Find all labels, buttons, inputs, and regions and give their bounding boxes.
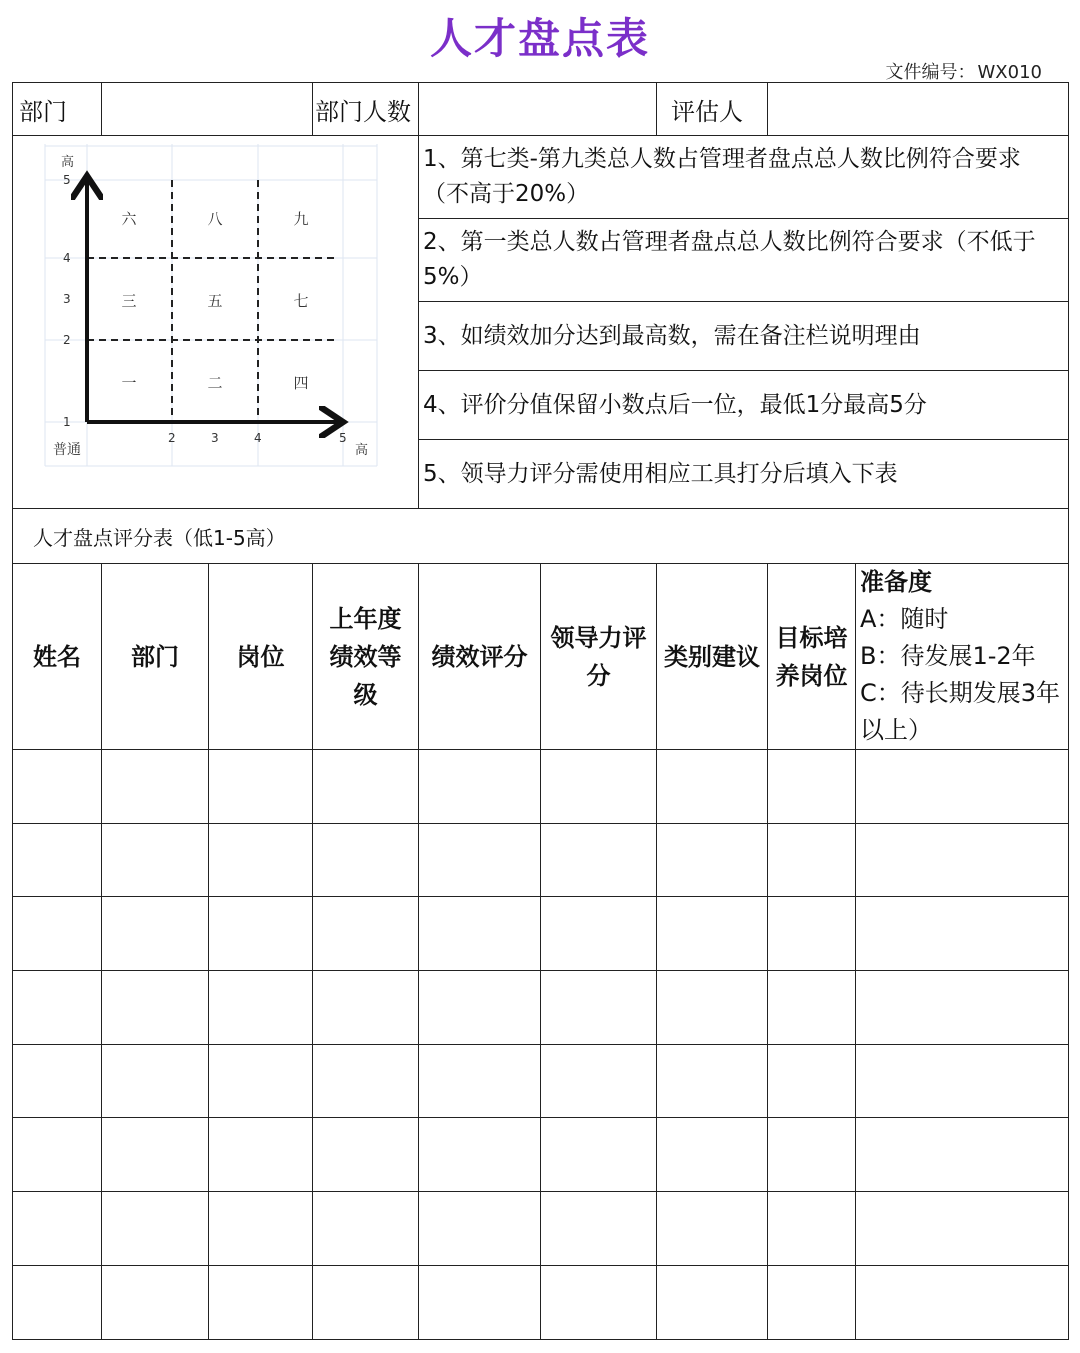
table-cell[interactable]	[856, 1192, 1069, 1266]
col-last-year-grade: 上年度绩效等级	[313, 564, 419, 750]
headcount-label: 部门人数	[313, 83, 419, 136]
table-cell[interactable]	[419, 1265, 541, 1339]
nine-box-cell-label: 一	[121, 374, 137, 392]
table-cell[interactable]	[13, 971, 102, 1045]
table-cell[interactable]	[419, 823, 541, 897]
table-cell[interactable]	[768, 971, 856, 1045]
y-tick-label: 5	[63, 173, 71, 187]
table-cell[interactable]	[657, 1044, 768, 1118]
table-cell[interactable]	[13, 823, 102, 897]
score-table-body	[13, 750, 1069, 1340]
table-row	[13, 971, 1069, 1045]
table-cell[interactable]	[102, 971, 209, 1045]
table-cell[interactable]	[209, 1265, 313, 1339]
table-cell[interactable]	[657, 1118, 768, 1192]
table-cell[interactable]	[102, 823, 209, 897]
nine-box-cell-label: 九	[293, 210, 309, 228]
col-leadership-score: 领导力评分	[541, 564, 657, 750]
table-row	[13, 750, 1069, 824]
col-performance-score: 绩效评分	[419, 564, 541, 750]
talent-review-form	[12, 82, 1069, 1340]
table-cell[interactable]	[856, 750, 1069, 824]
readiness-option-c: C：待长期发展3年以上）	[860, 679, 1061, 744]
nine-box-chart-cell	[13, 136, 419, 509]
x-tick-label: 2	[168, 431, 176, 445]
table-cell[interactable]	[209, 750, 313, 824]
table-cell[interactable]	[419, 1044, 541, 1118]
table-cell[interactable]	[419, 897, 541, 971]
table-cell[interactable]	[856, 823, 1069, 897]
table-cell[interactable]	[13, 1192, 102, 1266]
table-cell[interactable]	[209, 823, 313, 897]
table-cell[interactable]	[13, 1044, 102, 1118]
nine-box-cell-label: 三	[121, 292, 137, 310]
readiness-option-a: A：随时	[860, 605, 949, 633]
nine-box-cell-label: 五	[207, 292, 223, 310]
table-cell[interactable]	[768, 897, 856, 971]
nine-box-cell-label: 八	[207, 210, 223, 228]
notes-row-1	[13, 136, 1069, 219]
note-2: 2、第一类总人数占管理者盘点总人数比例符合要求（不低于5%）	[419, 219, 1069, 302]
table-cell[interactable]	[313, 750, 419, 824]
table-cell[interactable]	[102, 750, 209, 824]
table-cell[interactable]	[768, 1265, 856, 1339]
table-cell[interactable]	[657, 1265, 768, 1339]
note-5: 5、领导力评分需使用相应工具打分后填入下表	[419, 440, 1069, 509]
table-cell[interactable]	[102, 1192, 209, 1266]
table-cell[interactable]	[856, 1118, 1069, 1192]
x-axis-label: 高	[355, 443, 369, 458]
col-category-suggestion: 类别建议	[657, 564, 768, 750]
table-cell[interactable]	[419, 1118, 541, 1192]
col-dept: 部门	[102, 564, 209, 750]
table-cell[interactable]	[313, 1265, 419, 1339]
table-cell[interactable]	[541, 1118, 657, 1192]
table-cell[interactable]	[768, 1118, 856, 1192]
table-cell[interactable]	[657, 823, 768, 897]
table-cell[interactable]	[209, 1192, 313, 1266]
table-cell[interactable]	[209, 1118, 313, 1192]
table-cell[interactable]	[768, 1044, 856, 1118]
note-1: 1、第七类-第九类总人数占管理者盘点总人数比例符合要求（不高于20%）	[419, 136, 1069, 219]
table-cell[interactable]	[856, 1265, 1069, 1339]
table-row	[13, 1192, 1069, 1266]
y-axis-label: 高	[61, 155, 75, 170]
table-cell[interactable]	[541, 750, 657, 824]
assessor-label: 评估人	[657, 83, 768, 136]
y-tick-label: 3	[63, 292, 71, 306]
dept-input-cell[interactable]	[102, 83, 313, 136]
nine-box-cell-label: 七	[293, 292, 309, 310]
table-cell[interactable]	[313, 1118, 419, 1192]
table-cell[interactable]	[102, 1265, 209, 1339]
table-cell[interactable]	[209, 971, 313, 1045]
table-cell[interactable]	[13, 897, 102, 971]
table-cell[interactable]	[313, 823, 419, 897]
table-cell[interactable]	[419, 750, 541, 824]
table-cell[interactable]	[102, 897, 209, 971]
note-4: 4、评价分值保留小数点后一位，最低1分最高5分	[419, 371, 1069, 440]
y-tick-label: 4	[63, 251, 71, 265]
table-row	[13, 823, 1069, 897]
table-row	[13, 1118, 1069, 1192]
table-cell[interactable]	[657, 1192, 768, 1266]
col-readiness	[856, 564, 1069, 750]
page-title: 人才盘点表	[429, 14, 650, 63]
table-cell[interactable]	[657, 971, 768, 1045]
table-cell[interactable]	[102, 1044, 209, 1118]
table-cell[interactable]	[541, 1192, 657, 1266]
col-name: 姓名	[13, 564, 102, 750]
table-cell[interactable]	[541, 823, 657, 897]
nine-box-cell-label: 六	[121, 210, 137, 228]
readiness-title: 准备度	[860, 568, 932, 596]
y-tick-label: 2	[63, 333, 71, 347]
table-cell[interactable]	[541, 897, 657, 971]
table-row	[13, 897, 1069, 971]
col-position: 岗位	[209, 564, 313, 750]
table-cell[interactable]	[313, 1192, 419, 1266]
document-number-label: 文件编号：	[885, 62, 976, 83]
score-table-title-row	[13, 509, 1069, 564]
nine-box-chart	[13, 136, 417, 508]
headcount-input-cell[interactable]	[419, 83, 657, 136]
table-cell[interactable]	[541, 971, 657, 1045]
y-tick-label: 1	[63, 415, 71, 429]
x-tick-label: 4	[254, 431, 262, 445]
table-cell[interactable]	[856, 897, 1069, 971]
table-cell[interactable]	[768, 750, 856, 824]
table-cell[interactable]	[419, 971, 541, 1045]
x-tick-label: 3	[211, 431, 219, 445]
table-cell[interactable]	[313, 971, 419, 1045]
table-cell[interactable]	[13, 1118, 102, 1192]
origin-label: 普通	[53, 442, 81, 458]
table-cell[interactable]	[856, 971, 1069, 1045]
table-cell[interactable]	[768, 1192, 856, 1266]
table-cell[interactable]	[102, 1118, 209, 1192]
table-cell[interactable]	[13, 1265, 102, 1339]
table-cell[interactable]	[856, 1044, 1069, 1118]
table-row	[13, 1044, 1069, 1118]
note-3: 3、如绩效加分达到最高数，需在备注栏说明理由	[419, 302, 1069, 371]
table-cell[interactable]	[13, 750, 102, 824]
table-cell[interactable]	[541, 1044, 657, 1118]
table-cell[interactable]	[768, 823, 856, 897]
table-cell[interactable]	[209, 897, 313, 971]
table-cell[interactable]	[541, 1265, 657, 1339]
table-cell[interactable]	[313, 1044, 419, 1118]
nine-box-cell-label: 二	[207, 374, 223, 392]
table-cell[interactable]	[657, 750, 768, 824]
score-table-title: 人才盘点评分表（低1-5高）	[13, 509, 1069, 564]
header-row	[13, 83, 1069, 136]
document-number	[884, 58, 1043, 84]
table-row	[13, 1265, 1069, 1339]
document-number-value: WX010	[977, 62, 1042, 83]
column-header-row	[13, 564, 1069, 750]
table-cell[interactable]	[419, 1192, 541, 1266]
assessor-input-cell[interactable]	[768, 83, 1069, 136]
table-cell[interactable]	[657, 897, 768, 971]
nine-box-cell-label: 四	[293, 374, 309, 392]
dept-label: 部门	[13, 83, 102, 136]
col-target-position: 目标培养岗位	[768, 564, 856, 750]
readiness-option-b: B：待发展1-2年	[860, 642, 1036, 670]
x-tick-label: 5	[339, 431, 347, 445]
table-cell[interactable]	[313, 897, 419, 971]
table-cell[interactable]	[209, 1044, 313, 1118]
